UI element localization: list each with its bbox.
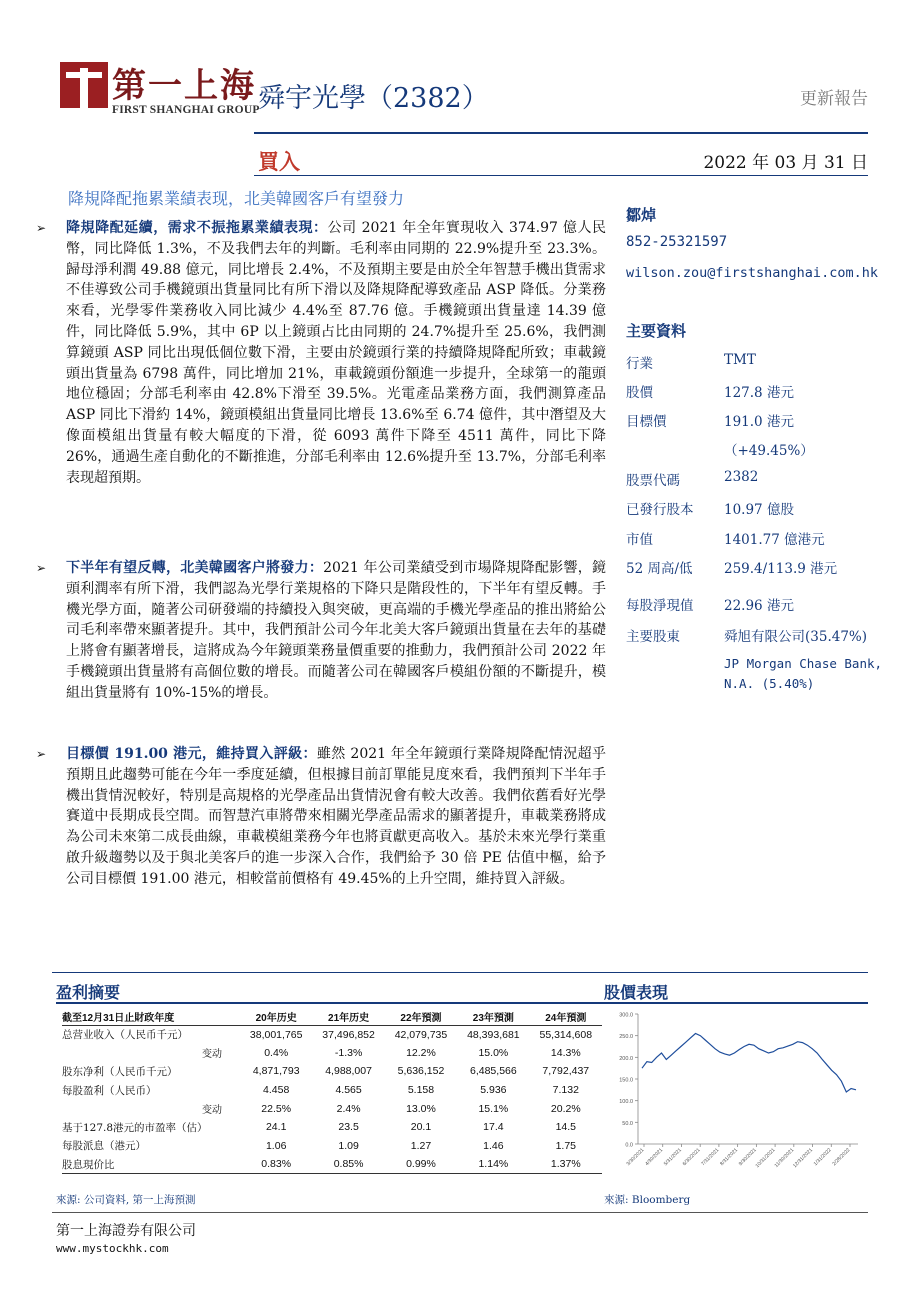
- x-tick-label: 7/31/2021: [700, 1147, 721, 1168]
- x-tick-label: 4/30/2021: [644, 1147, 665, 1168]
- x-tick-label: 3/30/2021: [625, 1147, 646, 1168]
- report-type: 更新報告: [800, 89, 868, 109]
- earnings-rule: [56, 1002, 604, 1004]
- table-cell: 4,871,793: [252, 1065, 300, 1078]
- column-header: 24年預測: [530, 1008, 602, 1025]
- table-cell: 12.2%: [406, 1046, 436, 1059]
- table-row: [62, 1081, 602, 1100]
- table-row: [62, 1137, 602, 1156]
- table-cell: 6,485,566: [470, 1065, 517, 1078]
- table-cell: 0.99%: [385, 1155, 457, 1174]
- bullet-3: [36, 744, 606, 890]
- key-data-title: 主要資料: [626, 322, 687, 340]
- x-tick-label: 12/31/2021: [792, 1147, 814, 1170]
- y-tick-label: 50.0: [622, 1120, 633, 1127]
- table-cell: 5,636,152: [397, 1065, 445, 1078]
- column-header: 23年預測: [457, 1008, 529, 1025]
- table-cell: 1.27: [410, 1139, 432, 1152]
- table-cell: 20.2%: [550, 1102, 581, 1115]
- y-tick-label: 150.0: [619, 1077, 633, 1084]
- key-value: TMT: [724, 352, 756, 368]
- y-tick-label: 0.0: [625, 1142, 633, 1149]
- table-cell: 0.4%: [264, 1046, 289, 1059]
- report-date: 2022 年 03 月 31 日: [703, 153, 868, 173]
- key-value: 22.96 港元: [724, 598, 794, 614]
- header-divider-2: [254, 175, 868, 176]
- table-row: [62, 1062, 602, 1081]
- rating: 買入: [258, 149, 300, 174]
- table-cell: 22.5%: [261, 1102, 292, 1115]
- key-label: 市值: [626, 532, 653, 548]
- arrow-bullet-icon: ➢: [36, 747, 47, 761]
- table-cell: 5.936: [480, 1084, 507, 1097]
- y-tick-label: 300.0: [619, 1012, 633, 1019]
- arrow-bullet-icon: ➢: [36, 561, 47, 575]
- table-cell: 15.1%: [478, 1102, 509, 1115]
- x-tick-label: 1/31/2022: [812, 1147, 833, 1168]
- header-divider: [254, 132, 868, 134]
- table-cell: 14.3%: [550, 1046, 581, 1059]
- headline: 降規降配拖累業績表现，北美韓國客戶有望發力: [68, 189, 405, 208]
- table-cell: 7.132: [552, 1084, 579, 1097]
- table-cell: 1.75: [555, 1139, 576, 1152]
- table-cell: 0.83%: [240, 1155, 312, 1174]
- table-cell: 7,792,437: [542, 1065, 590, 1078]
- table-row: [62, 1099, 602, 1118]
- bullet-1: [36, 218, 606, 488]
- table-cell: 55,314,608: [539, 1028, 593, 1041]
- key-value: 舜旭有限公司(35.47%): [724, 629, 868, 645]
- analyst-phone: 852-25321597: [626, 234, 728, 250]
- table-cell: 5.158: [407, 1084, 435, 1097]
- earnings-source: 來源: 公司資料, 第一上海預測: [56, 1194, 196, 1206]
- x-tick-label: 9/30/2021: [737, 1147, 758, 1168]
- x-tick-label: 2/28/2022: [831, 1147, 852, 1168]
- x-tick-label: 6/30/2021: [681, 1147, 702, 1168]
- column-header: 22年預測: [385, 1008, 457, 1025]
- table-row: [62, 1118, 602, 1137]
- table-cell: 48,393,681: [467, 1028, 520, 1041]
- key-value-holder-2: JP Morgan Chase Bank, N.A. (5.40%): [724, 656, 883, 691]
- table-cell: 20.1: [410, 1121, 432, 1134]
- x-tick-label: 8/31/2021: [719, 1147, 740, 1168]
- earnings-table: [62, 1008, 602, 1174]
- key-label: 行業: [626, 356, 653, 372]
- key-value: 127.8 港元: [724, 385, 794, 401]
- price-series-line: [642, 1034, 856, 1093]
- company-title: 舜宇光學（2382）: [258, 83, 489, 114]
- bullet-2: [36, 558, 606, 704]
- table-cell: 4.458: [263, 1084, 290, 1097]
- analyst-email[interactable]: wilson.zou@firstshanghai.com.hk: [626, 265, 878, 281]
- table-cell: 4,988,007: [325, 1065, 372, 1078]
- price-chart-rule: [604, 1002, 868, 1004]
- footer-firm-name: 第一上海證券有限公司: [56, 1223, 196, 1239]
- section-divider: [52, 972, 868, 973]
- key-value: 1401.77 億港元: [724, 532, 825, 548]
- y-tick-label: 250.0: [619, 1034, 633, 1041]
- key-label: 52 周高/低: [626, 561, 693, 577]
- chart-source: 來源: Bloomberg: [604, 1194, 691, 1206]
- table-cell: 38,001,765: [249, 1028, 303, 1041]
- logo-mark: [60, 62, 108, 108]
- table-cell: 37,496,852: [322, 1028, 375, 1041]
- table-row: [62, 1044, 602, 1063]
- earnings-title: 盈利摘要: [56, 983, 121, 1002]
- y-tick-label: 200.0: [619, 1055, 633, 1062]
- row-label: 总营业收入（人民币千元）: [62, 1029, 188, 1042]
- bullet-lead: 降規降配延續，需求不振拖累業績表現：: [66, 220, 328, 236]
- table-cell: 24.1: [265, 1121, 287, 1134]
- key-label: 主要股東: [626, 629, 680, 645]
- table-cell: 1.46: [483, 1139, 504, 1152]
- key-label: 目標價: [626, 414, 667, 430]
- row-label: 变动: [202, 1049, 222, 1061]
- row-label: 变动: [202, 1105, 222, 1117]
- table-row: [62, 1025, 602, 1044]
- column-header: 截至12月31日止財政年度: [62, 1008, 240, 1025]
- table-cell: 23.5: [338, 1121, 359, 1134]
- key-label: 股票代碼: [626, 473, 680, 489]
- table-cell: 17.4: [483, 1121, 504, 1134]
- table-cell: -1.3%: [334, 1046, 363, 1059]
- table-cell: 1.09: [338, 1139, 359, 1152]
- arrow-bullet-icon: ➢: [36, 221, 47, 235]
- key-value: 2382: [724, 469, 759, 485]
- price-chart-title: 股價表現: [604, 983, 669, 1002]
- table-cell: 13.0%: [406, 1102, 436, 1115]
- bullet-body: 公司 2021 年全年實現收入 374.97 億人民幣，同比降低 1.3%，不及我們去年的判斷。毛利率由同期的 22.9%提升至 23.3%。歸母淨利潤 49.88 億元，同比增長 2.4%，不及預期主要是由於全年智慧手機出貨需求不佳導致公司手機鏡頭出貨量同比有所下滑以及降規降配導致產品 ASP 降低。分業務來看，光學零件業務收入同比減少 4.4%至 87.76 億。手機鏡頭出貨量達 14.39 億件，同比降低 5.9%，其中 6P 以上鏡頭占比由同期的 24.7%提升至 25.6%，我們測算鏡頭 ASP 同比出現低個位數下滑，主要由於鏡頭行業的持續降規降配所致；車載鏡頭出貨量為 6798 萬件，同比增加 21%，車載鏡頭份額進一步提升，全球第一的龍頭地位穩固；分部毛利率由 42.8%下滑至 39.5%。光電產品業務方面，我們測算產品 ASP 同比下滑約 14%，鏡頭模組出貨量同比增長 13.6%至 6.74 億件，其中潛望及大像面模組出貨量有較大幅度的下滑，從 6093 萬件下降至 4511 萬件，同比下降 26%，通過生產自動化的不斷推進，分部毛利率由 12.6%提升至 13.7%，分部毛利率表现超預期。: [66, 220, 606, 486]
- row-label: 股东净利（人民币千元）: [62, 1065, 178, 1078]
- table-cell: 1.37%: [530, 1155, 602, 1174]
- logo-text-cn: 第一上海: [112, 66, 256, 106]
- table-cell: 4.565: [335, 1084, 362, 1097]
- table-cell: 2.4%: [336, 1102, 361, 1115]
- bullet-body: 雖然 2021 年全年鏡頭行業降規降配情況超乎預期且此趨勢可能在今年一季度延續，但根據目前訂單能見度來看，我們預判下半年手機出貨情況較好，特別是高規格的光學產品出貨情況會有較大改善。我們依舊看好光學賽道中長期成長空間。而智慧汽車將帶來相關光學產品需求的顯著提升，車載業務將成為公司未來第二成長曲線，車載模組業務今年也將貢獻更高收入。基於未來光學行業重啟升級趨勢以及于與北美客戶的進一步深入合作，我們給予 30 倍 PE 估值中樞，給予公司目標價 191.00 港元，相較當前價格有 49.45%的上升空間，維持買入評級。: [66, 746, 607, 887]
- price-chart: [612, 1008, 868, 1184]
- bullet-body: 2021 年公司業績受到市場降規降配影響，鏡頭利潤率有所下滑，我們認為光學行業規格的下降只是階段性的，下半年有望反轉。手機光學方面，隨著公司研發端的持續投入與突破，更高端的手機光學產品的推出將給公司毛利率帶來顯著提升。其中，我們預計公司今年北美大客戶鏡頭出貨量在去年的基礎上將會有顯著增長，這將成為今年鏡頭業務量價重要的推動力，我們預計公司 2022 年手機鏡頭出貨量將有高個位數的增長。而隨著公司在韓國客戶模組份額的不斷提升，模組出貨量將有 10%-15%的增長。: [66, 560, 607, 701]
- column-header: 20年历史: [240, 1008, 312, 1025]
- column-header: 21年历史: [312, 1008, 384, 1025]
- row-label: 股息現价比: [62, 1155, 240, 1174]
- key-label: 股價: [626, 385, 653, 401]
- row-label: 每股盈利（人民币）: [62, 1084, 157, 1097]
- row-label: 基于127.8港元的市盈率（估）: [62, 1121, 208, 1134]
- bullet-lead: 下半年有望反轉，北美韓國客户將發力：: [66, 560, 324, 576]
- bullet-lead: 目標價 191.00 港元，維持買入評級：: [66, 746, 317, 762]
- table-cell: 1.06: [265, 1139, 287, 1152]
- x-tick-label: 11/30/2021: [773, 1147, 796, 1169]
- key-label: 每股淨現值: [626, 598, 694, 614]
- footer-divider: [52, 1212, 868, 1213]
- table-row: [62, 1155, 602, 1174]
- key-value: 10.97 億股: [724, 502, 794, 518]
- key-value: 191.0 港元: [724, 414, 794, 430]
- x-tick-label: 10/31/2021: [754, 1147, 777, 1170]
- table-cell: 15.0%: [478, 1046, 509, 1059]
- table-header-row: [62, 1008, 602, 1025]
- table-cell: 42,079,735: [394, 1028, 448, 1041]
- y-tick-label: 100.0: [619, 1099, 633, 1106]
- table-cell: 0.85%: [312, 1155, 384, 1174]
- row-label: 每股派息（港元）: [62, 1140, 146, 1153]
- table-cell: 14.5: [555, 1121, 576, 1134]
- table-cell: 1.14%: [457, 1155, 529, 1174]
- key-value: 259.4/113.9 港元: [724, 561, 838, 577]
- analyst-name: 鄒焯: [626, 206, 657, 224]
- x-tick-label: 5/31/2021: [662, 1147, 683, 1168]
- logo-text-en: FIRST SHANGHAI GROUP: [112, 104, 260, 116]
- key-value-upside: （+49.45%）: [724, 443, 814, 459]
- company-logo: [60, 60, 260, 122]
- footer-url[interactable]: www.mystockhk.com: [56, 1242, 169, 1255]
- key-label: 已發行股本: [626, 502, 694, 518]
